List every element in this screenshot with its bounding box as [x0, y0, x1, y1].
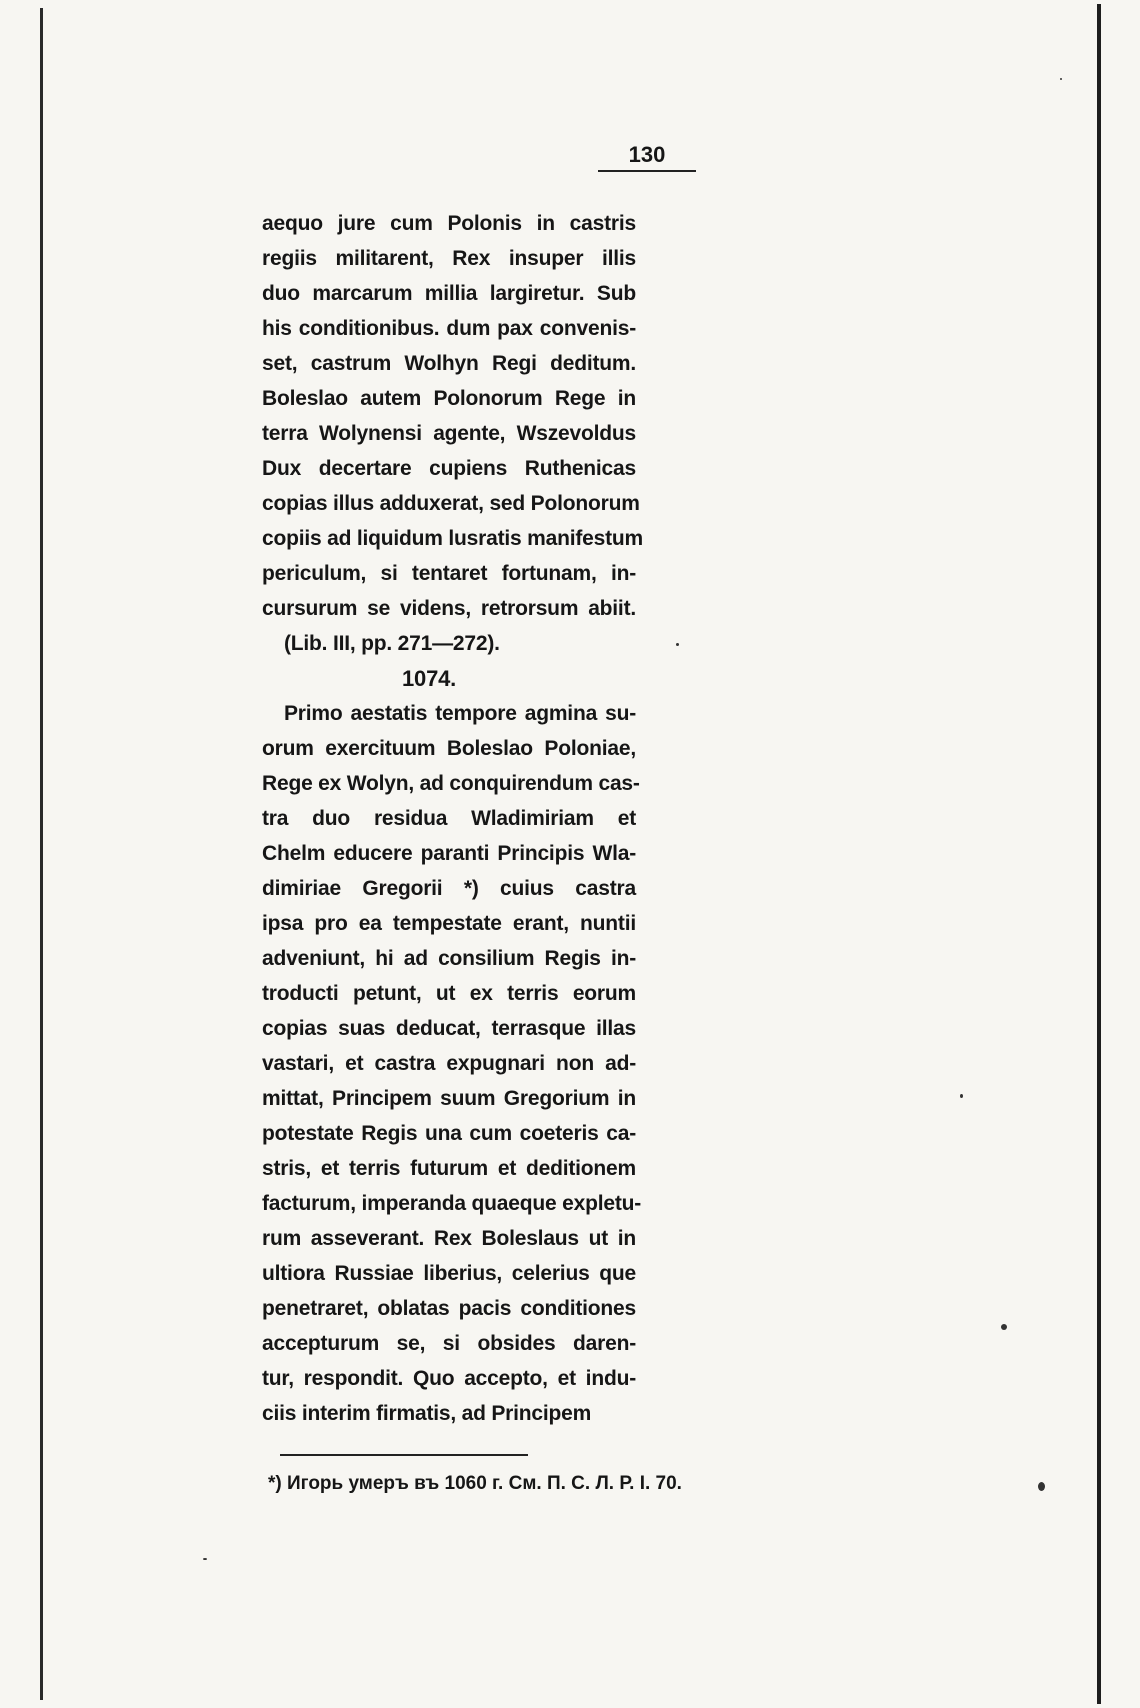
page-edge-right	[1097, 4, 1101, 1704]
text-line: tur, respondit. Quo accepto, et indu-	[262, 1367, 636, 1390]
scan-speck	[1001, 1324, 1007, 1330]
page-number: 130	[628, 142, 666, 167]
text-line: dimiriae Gregorii *) cuius castra	[262, 877, 636, 900]
year-heading: 1074.	[402, 666, 457, 691]
text-line: Chelm educere paranti Principis Wla-	[262, 842, 636, 865]
scan-speck	[203, 1558, 207, 1560]
page-number-rule	[598, 170, 696, 172]
text-line: cursurum se videns, retrorsum abiit.	[262, 597, 636, 620]
text-line: copias illus adduxerat, sed Polonorum	[262, 492, 640, 515]
text-line: copiis ad liquidum lusratis manifestum	[262, 527, 643, 550]
scan-speck	[676, 643, 679, 646]
text-line: Rege ex Wolyn, ad conquirendum cas-	[262, 772, 640, 795]
text-line: duo marcarum millia largiretur. Sub	[262, 282, 636, 305]
text-line: his conditionibus. dum pax convenis-	[262, 317, 636, 340]
text-line: ipsa pro ea tempestate erant, nuntii	[262, 912, 636, 935]
text-line: regiis militarent, Rex insuper illis	[262, 247, 636, 270]
text-line: terra Wolynensi agente, Wszevoldus	[262, 422, 636, 445]
text-line: aequo jure cum Polonis in castris	[262, 212, 636, 235]
scan-speck	[1038, 1482, 1045, 1491]
text-line: copias suas deducat, terrasque illas	[262, 1017, 636, 1040]
text-line: penetraret, oblatas pacis conditiones	[262, 1297, 636, 1320]
text-line: potestate Regis una cum coeteris ca-	[262, 1122, 636, 1145]
text-line: set, castrum Wolhyn Regi deditum.	[262, 352, 636, 375]
body-text	[262, 206, 643, 1431]
text-line: rum asseverant. Rex Boleslaus ut in	[262, 1227, 636, 1250]
footnote-rule	[280, 1454, 528, 1456]
text-line: stris, et terris futurum et deditionem	[262, 1157, 636, 1180]
page-edge-left	[40, 8, 43, 1700]
text-line: Dux decertare cupiens Ruthenicas	[262, 457, 636, 480]
text-line: Boleslao autem Polonorum Rege in	[262, 387, 636, 410]
text-line: orum exercituum Boleslao Poloniae,	[262, 737, 636, 760]
text-line: facturum, imperanda quaeque expletu-	[262, 1192, 642, 1215]
text-line: adveniunt, hi ad consilium Regis in-	[262, 947, 636, 970]
scan-speck	[1060, 78, 1062, 80]
text-line: Primo aestatis tempore agmina su-	[284, 702, 636, 725]
text-line: tra duo residua Wladimiriam et	[262, 807, 636, 830]
text-line: mittat, Principem suum Gregorium in	[262, 1087, 636, 1110]
text-line: troducti petunt, ut ex terris eorum	[262, 982, 636, 1005]
text-line: vastari, et castra expugnari non ad-	[262, 1052, 636, 1075]
text-line: accepturum se, si obsides daren-	[262, 1332, 636, 1355]
scan-speck	[960, 1094, 963, 1098]
reference-line: (Lib. III, pp. 271—272).	[284, 632, 500, 655]
text-line: ciis interim firmatis, ad Principem	[262, 1402, 592, 1425]
text-line: periculum, si tentaret fortunam, in-	[262, 562, 636, 585]
footnote: *) Игорь умеръ въ 1060 г. См. П. С. Л. Р. I. 70.	[268, 1473, 682, 1494]
text-line: ultiora Russiae liberius, celerius que	[262, 1262, 636, 1285]
